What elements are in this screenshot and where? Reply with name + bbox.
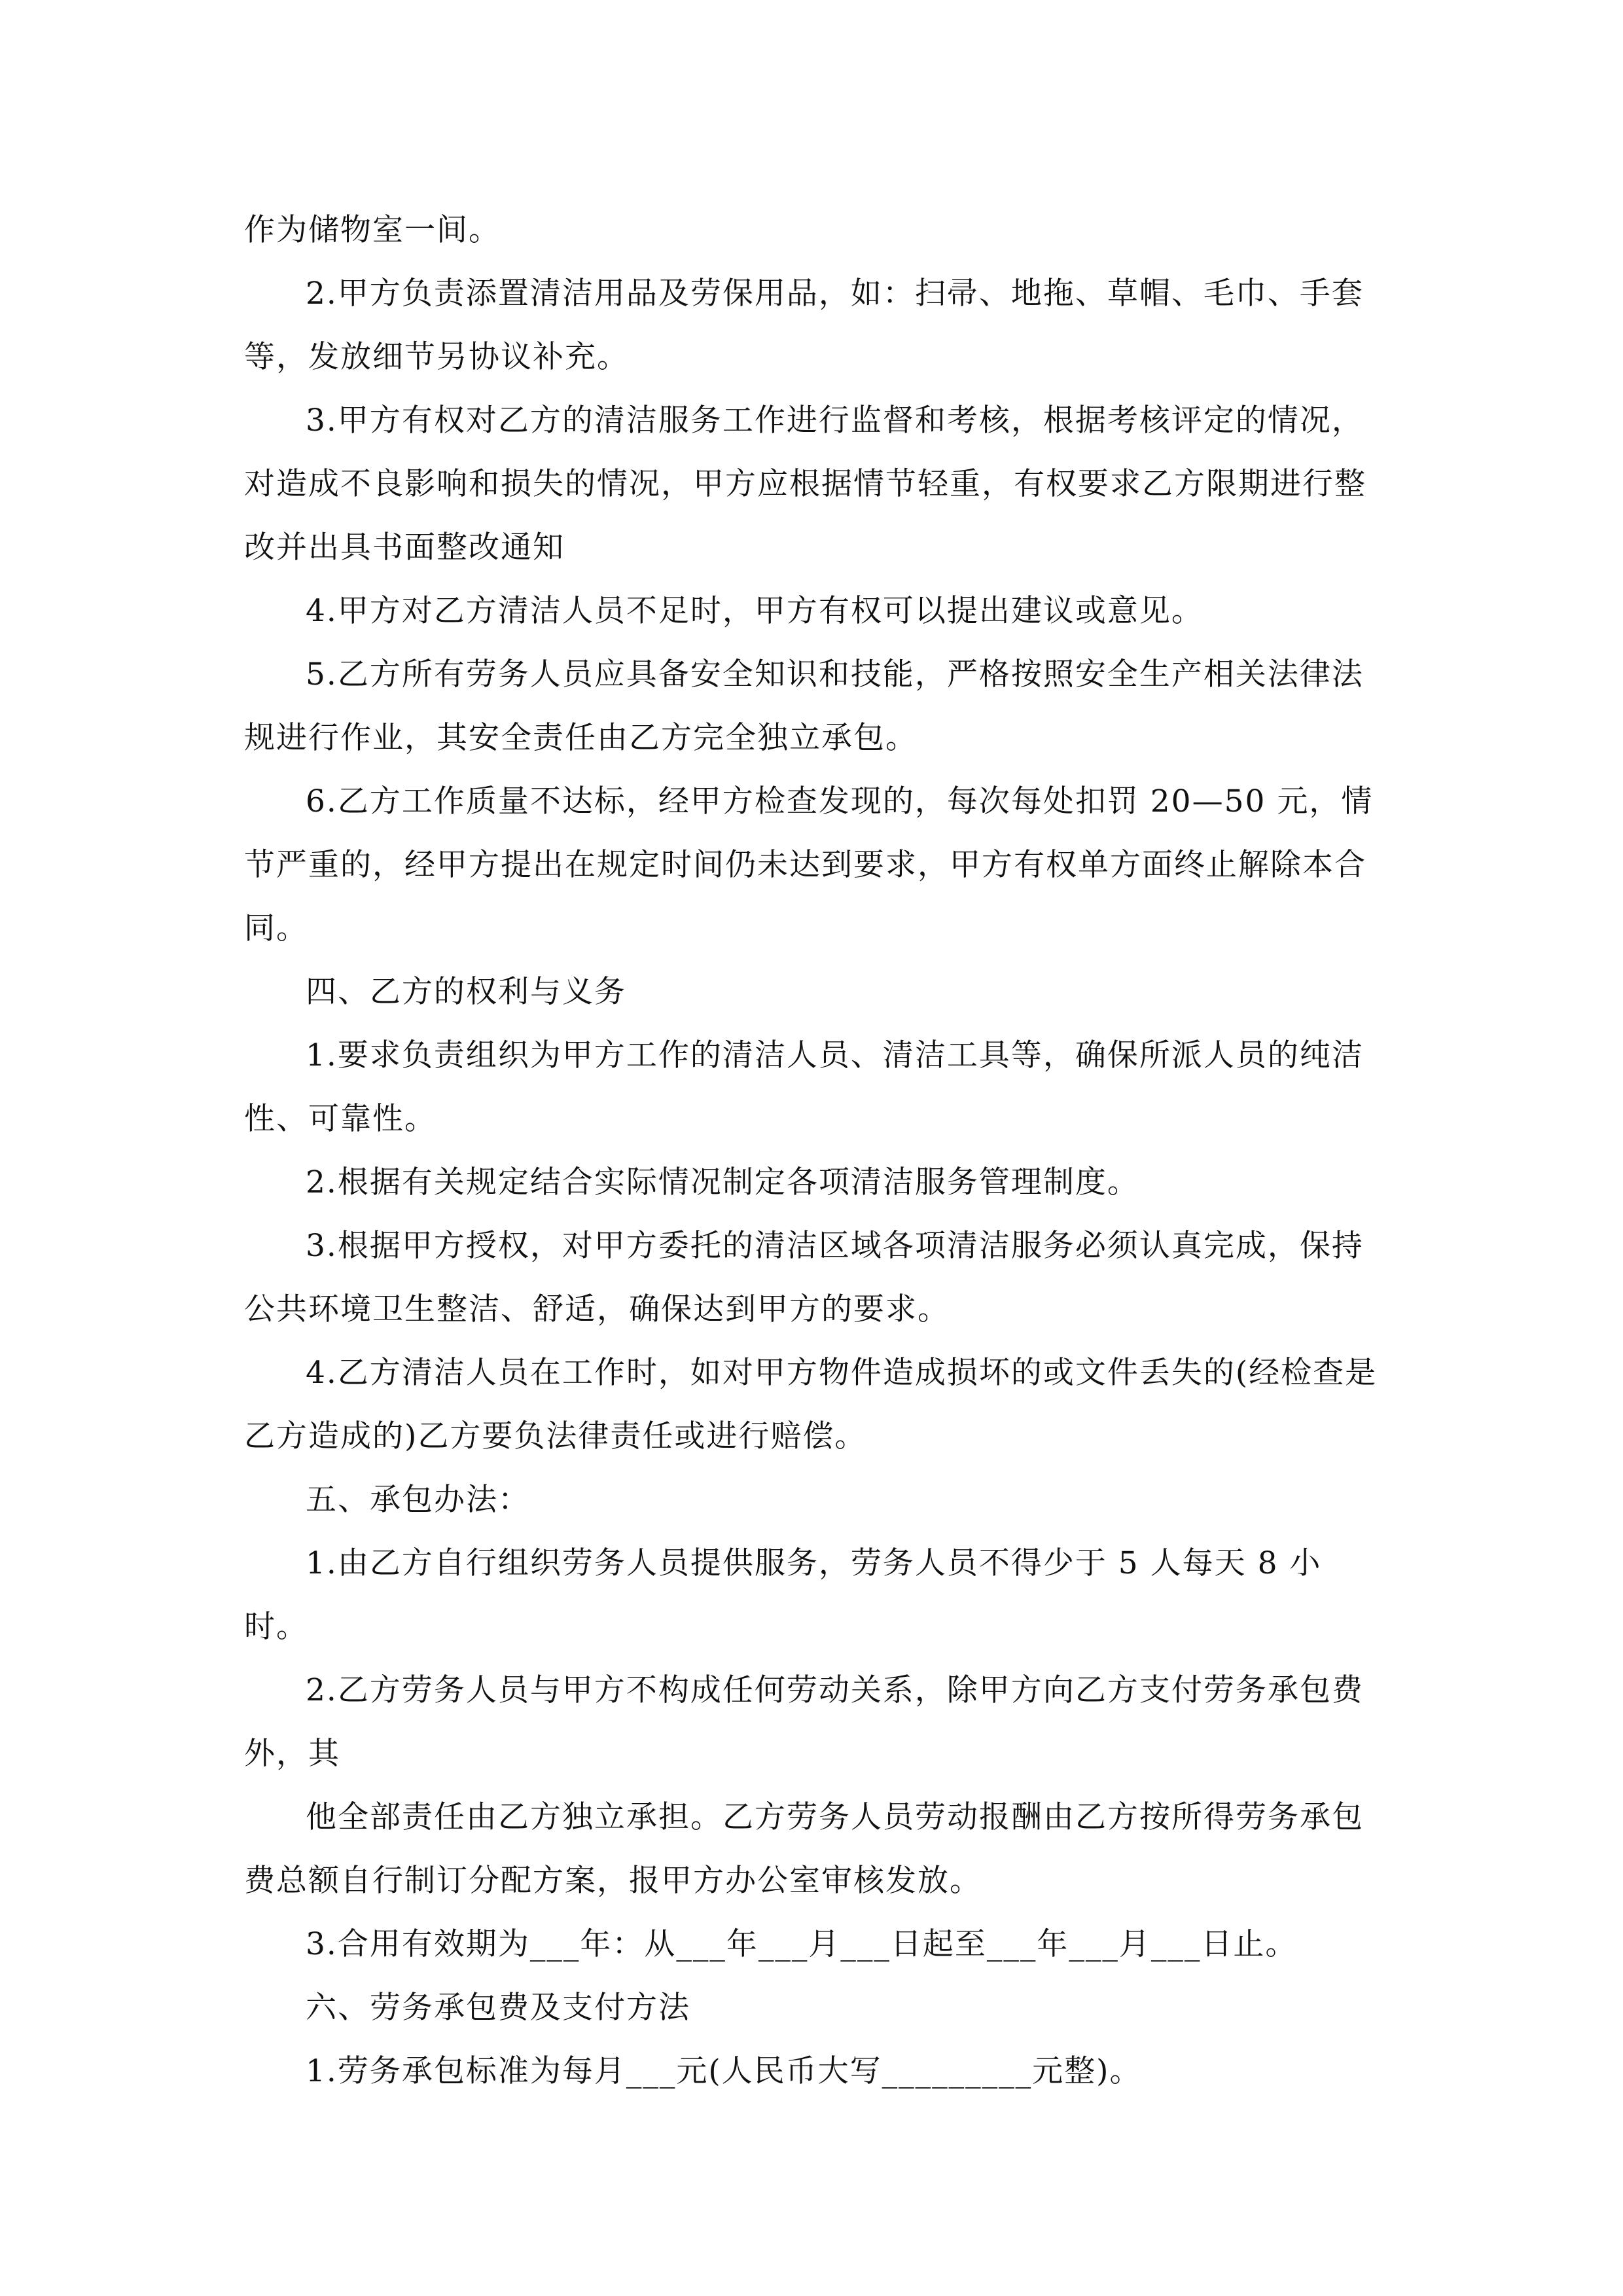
paragraph-contract-3-validity: 3.合用有效期为___年：从___年___月___日起至___年___月___日止。 <box>306 1926 1298 1962</box>
paragraph-clause-3: 3.甲方有权对乙方的清洁服务工作进行监督和考核，根据考核评定的情况，对造成不良影响和损失的情况，甲方应根据情节轻重，有权要求乙方限期进行整改并出具书面整改通知 <box>244 403 1366 565</box>
paragraph-party-b-3: 3.根据甲方授权，对甲方委托的清洁区域各项清洁服务必须认真完成，保持公共环境卫生整洁、舒适，确保达到甲方的要求。 <box>244 1228 1364 1327</box>
document-body <box>244 198 1380 2103</box>
paragraph-clause-5: 5.乙方所有劳务人员应具备安全知识和技能，严格按照安全生产相关法律法规进行作业，其安全责任由乙方完全独立承包。 <box>244 656 1364 756</box>
section-heading-party-b-rights: 四、乙方的权利与义务 <box>306 974 626 1010</box>
paragraph-party-b-2: 2.根据有关规定结合实际情况制定各项清洁服务管理制度。 <box>306 1164 1139 1200</box>
paragraph-clause-4: 4.甲方对乙方清洁人员不足时，甲方有权可以提出建议或意见。 <box>306 593 1204 629</box>
paragraph-contract-2: 2.乙方劳务人员与甲方不构成任何劳动关系，除甲方向乙方支付劳务承包费外，其 <box>244 1672 1364 1772</box>
paragraph-storage-room: 作为储物室一间。 <box>244 212 501 248</box>
section-heading-fees-payment: 六、劳务承包费及支付方法 <box>306 1990 690 2026</box>
paragraph-contract-2-continued: 他全部责任由乙方独立承担。乙方劳务人员劳动报酬由乙方按所得劳务承包费总额自行制订分配方案，报甲方办公室审核发放。 <box>244 1799 1364 1899</box>
paragraph-party-b-4: 4.乙方清洁人员在工作时，如对甲方物件造成损坏的或文件丢失的(经检查是乙方造成的)乙方要负法律责任或进行赔偿。 <box>244 1355 1378 1454</box>
paragraph-contract-1: 1.由乙方自行组织劳务人员提供服务，劳务人员不得少于 5 人每天 8 小时。 <box>244 1545 1322 1645</box>
paragraph-fee-standard: 1.劳务承包标准为每月___元(人民币大写_________元整)。 <box>306 2053 1142 2089</box>
paragraph-party-b-1: 1.要求负责组织为甲方工作的清洁人员、清洁工具等，确保所派人员的纯洁性、可靠性。 <box>244 1037 1364 1137</box>
paragraph-clause-6: 6.乙方工作质量不达标，经甲方检查发现的，每次每处扣罚 20—50 元，情节严重的，经甲方提出在规定时间仍未达到要求，甲方有权单方面终止解除本合同。 <box>244 783 1374 946</box>
paragraph-clause-2: 2.甲方负责添置清洁用品及劳保用品，如：扫帚、地拖、草帽、毛巾、手套等，发放细节另协议补充。 <box>244 276 1364 375</box>
section-heading-contract-method: 五、承包办法： <box>306 1482 530 1518</box>
